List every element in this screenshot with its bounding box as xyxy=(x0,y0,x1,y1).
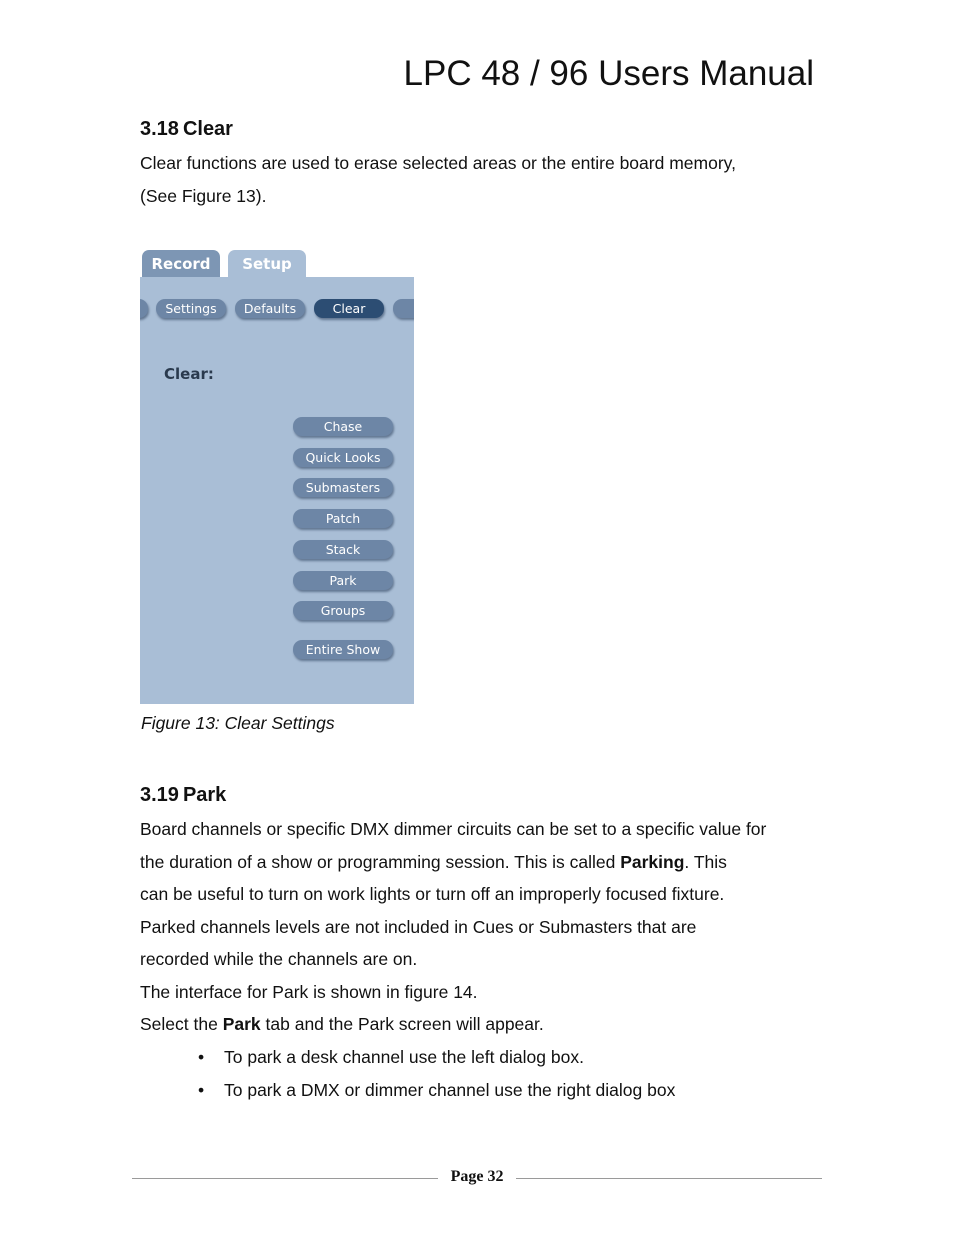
tab-record[interactable]: Record xyxy=(142,250,220,278)
clear-stack-button[interactable]: Stack xyxy=(293,540,393,559)
section-heading-clear xyxy=(140,118,830,141)
clear-park-button[interactable]: Park xyxy=(293,571,393,590)
clear-label: Clear: xyxy=(164,365,214,383)
document-title: LPC 48 / 96 Users Manual xyxy=(403,54,814,93)
paragraph: can be useful to turn on work lights or turn off an improperly focused fixture. xyxy=(140,884,725,904)
paragraph: (See Figure 13). xyxy=(140,185,267,206)
section-heading-park xyxy=(140,784,830,807)
text-run: tab and the Park screen will appear. xyxy=(260,1014,544,1034)
text-run: Select the xyxy=(140,1014,223,1034)
clear-patch-button[interactable]: Patch xyxy=(293,509,393,528)
clear-chase-button[interactable]: Chase xyxy=(293,417,393,436)
defaults-button[interactable]: Defaults xyxy=(235,299,305,318)
bold-term-park: Park xyxy=(222,1014,261,1034)
toolbar-prev-button[interactable] xyxy=(140,299,148,318)
paragraph: Board channels or specific DMX dimmer circuits can be set to a specific value for xyxy=(140,819,767,839)
list-item: • To park a DMX or dimmer channel use the right dialog box xyxy=(198,1074,830,1108)
section-title: Clear xyxy=(182,118,233,140)
footer-rule xyxy=(132,1178,438,1179)
toolbar-next-button[interactable] xyxy=(393,299,414,318)
clear-entire-show-button[interactable]: Entire Show xyxy=(293,640,393,659)
paragraph: Clear functions are used to erase selected areas or the entire board memory, xyxy=(140,153,736,173)
clear-tab-button[interactable]: Clear xyxy=(314,299,384,318)
section-clear xyxy=(140,118,830,212)
bold-term-parking: Parking xyxy=(620,851,685,872)
paragraph xyxy=(140,1008,830,1041)
paragraph xyxy=(140,846,830,879)
list-item: • To park a desk channel use the left dialog box. xyxy=(198,1041,830,1075)
tab-setup[interactable]: Setup xyxy=(228,250,306,279)
bullet-list xyxy=(140,1041,830,1108)
clear-submasters-button[interactable]: Submasters xyxy=(293,478,393,497)
section-park xyxy=(140,784,830,1108)
page-footer xyxy=(132,1168,822,1192)
clear-quick-looks-button[interactable]: Quick Looks xyxy=(293,448,393,467)
paragraph: Parked channels levels are not included in Cues or Submasters that are xyxy=(140,916,697,937)
text-run: . This xyxy=(684,851,727,872)
setup-panel xyxy=(140,277,414,704)
footer-rule xyxy=(516,1178,822,1179)
clear-groups-button[interactable]: Groups xyxy=(293,601,393,620)
text-run: the duration of a show or programming session. This is called xyxy=(140,851,621,872)
paragraph: recorded while the channels are on. xyxy=(140,949,418,969)
figure-clear-settings xyxy=(140,246,414,704)
section-number: 3.18 xyxy=(140,118,179,140)
paragraph: The interface for Park is shown in figure 14. xyxy=(140,981,478,1002)
page-number: Page 32 xyxy=(450,1168,504,1185)
figure-caption: Figure 13: Clear Settings xyxy=(141,713,335,733)
settings-button[interactable]: Settings xyxy=(156,299,226,318)
section-number: 3.19 xyxy=(140,784,179,806)
section-title: Park xyxy=(182,784,227,806)
